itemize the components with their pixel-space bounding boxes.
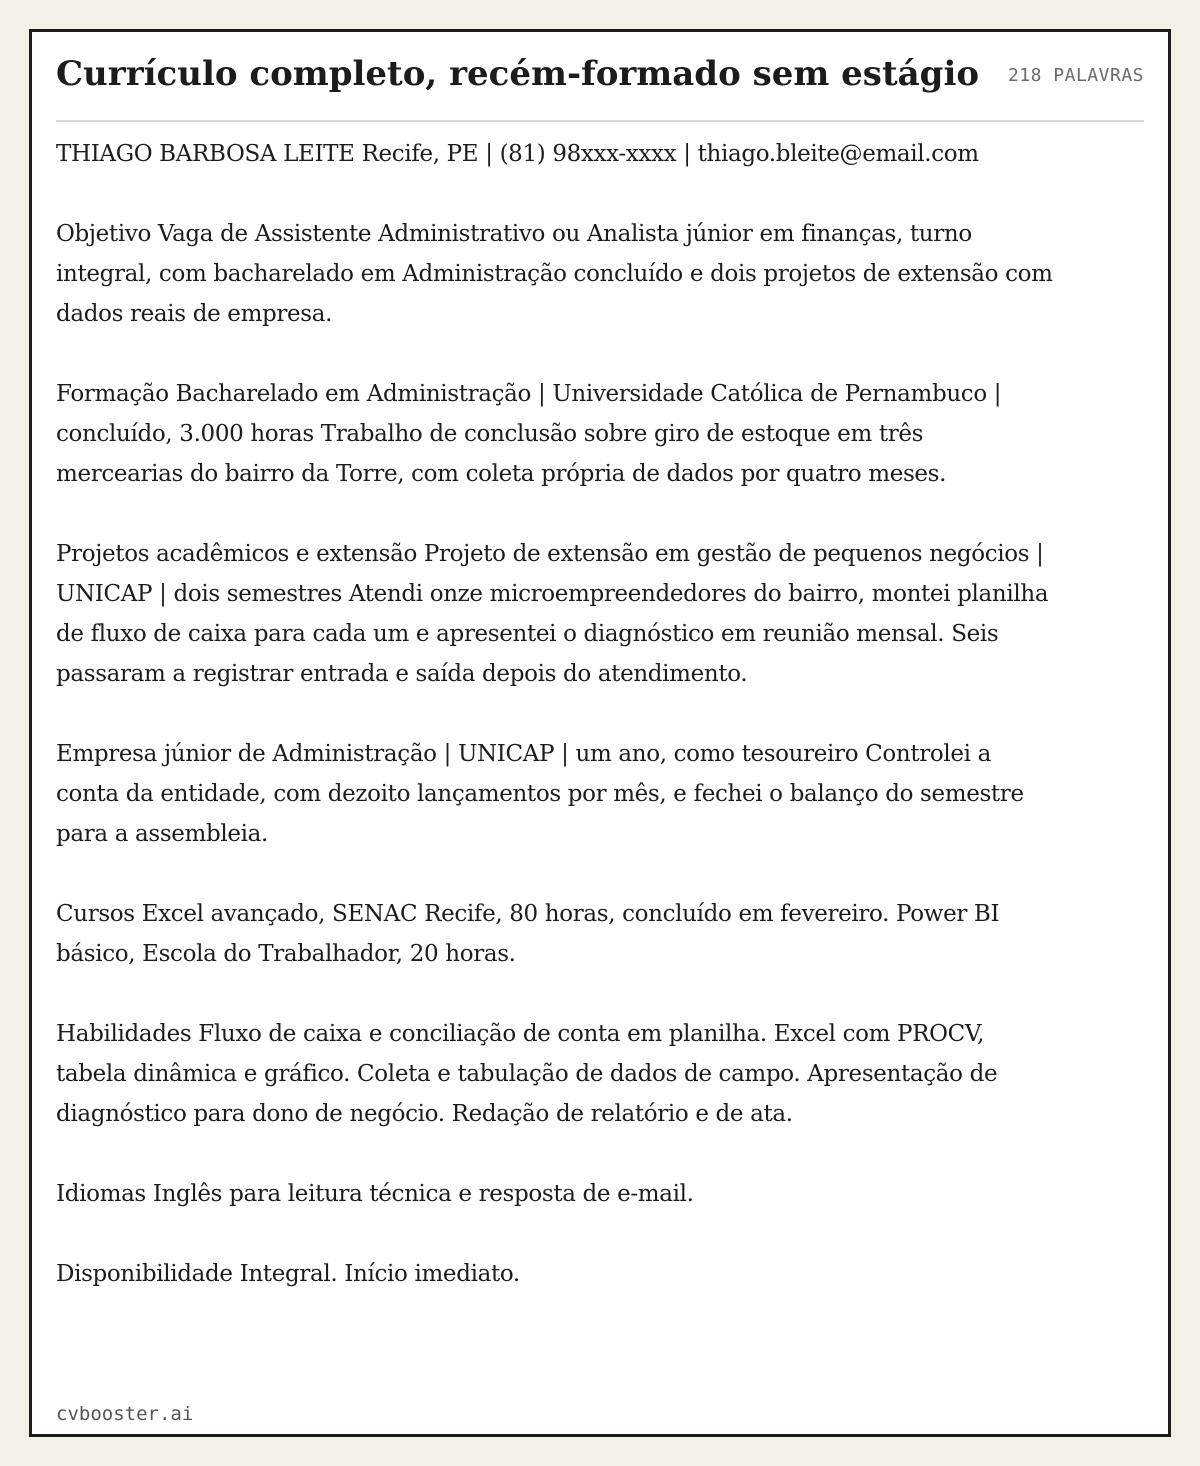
resume-card: [29, 29, 1171, 1437]
footer-brand: cvbooster.ai: [56, 1403, 194, 1425]
word-count-badge: 218 PALAVRAS: [1007, 65, 1144, 86]
projects-paragraph: Projetos acadêmicos e extensão Projeto de extensão em gestão de pequenos negócios | UNICAP | dois semestres Atendi onze microempreendedores do bairro, montei planilha de fluxo de caixa para cada um e apresentei o diagnóstico em reunião mensal. Seis passaram a registrar entrada e saída depois do atendimento.: [56, 541, 1049, 687]
skills-paragraph: Habilidades Fluxo de caixa e conciliação de conta em planilha. Excel com PROCV, tabela dinâmica e gráfico. Coleta e tabulação de dados de campo. Apresentação de diagnóstico para dono de negócio. Redação de relatório e de ata.: [56, 1021, 998, 1127]
availability-paragraph: Disponibilidade Integral. Início imediato.: [56, 1261, 520, 1287]
resume-body: [56, 134, 1056, 1334]
page-title: Currículo completo, recém-formado sem estágio: [56, 54, 980, 94]
header: [56, 32, 1144, 122]
courses-paragraph: Cursos Excel avançado, SENAC Recife, 80 horas, concluído em fevereiro. Power BI básico, Escola do Trabalhador, 20 horas.: [56, 901, 1000, 967]
contact-line: THIAGO BARBOSA LEITE Recife, PE | (81) 98xxx-xxxx | thiago.bleite@email.com: [56, 141, 979, 167]
languages-paragraph: Idiomas Inglês para leitura técnica e resposta de e-mail.: [56, 1181, 694, 1207]
objective-paragraph: Objetivo Vaga de Assistente Administrativo ou Analista júnior em finanças, turno integral, com bacharelado em Administração concluído e dois projetos de extensão com dados reais de empresa.: [56, 221, 1053, 327]
junior-company-paragraph: Empresa júnior de Administração | UNICAP | um ano, como tesoureiro Controlei a conta da entidade, com dezoito lançamentos por mês, e fechei o balanço do semestre para a assembleia.: [56, 741, 1024, 847]
education-paragraph: Formação Bacharelado em Administração | Universidade Católica de Pernambuco | concluído, 3.000 horas Trabalho de conclusão sobre giro de estoque em três mercearias do bairro da Torre, com coleta própria de dados por quatro meses.: [56, 381, 1002, 487]
